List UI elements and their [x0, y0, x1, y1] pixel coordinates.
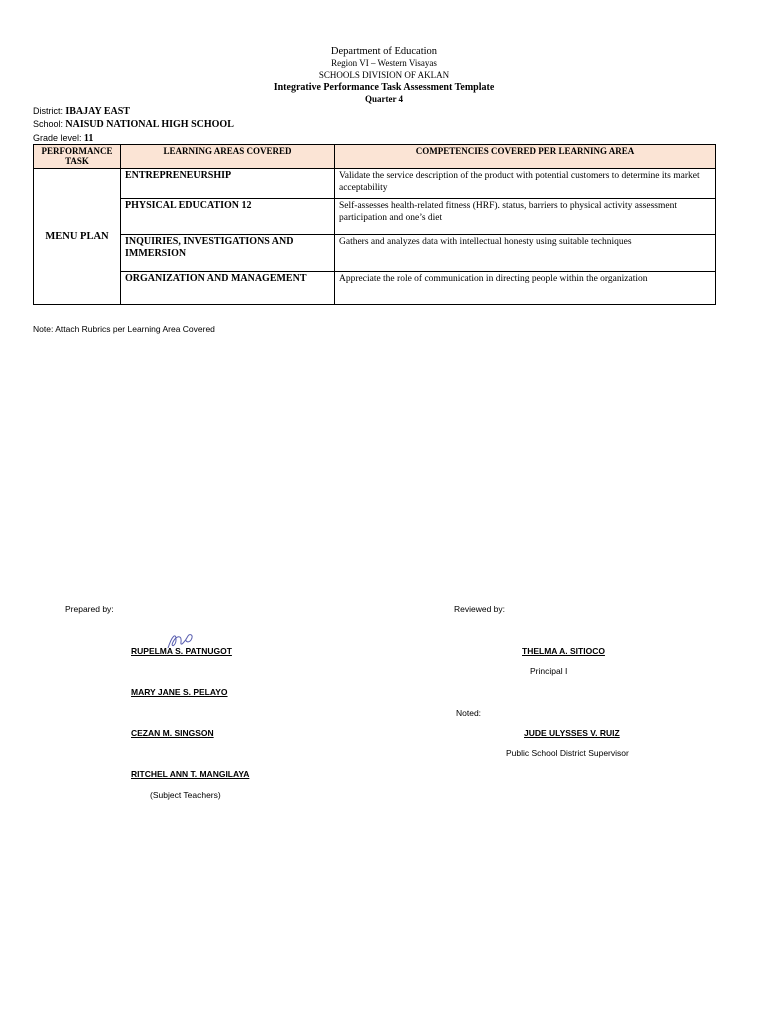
- learning-area-cell: ORGANIZATION AND MANAGEMENT: [121, 272, 335, 305]
- district-line: [33, 105, 130, 118]
- school-value: NAISUD NATIONAL HIGH SCHOOL: [65, 119, 234, 130]
- grade-value: 11: [83, 133, 94, 144]
- learning-area-cell: INQUIRIES, INVESTIGATIONS AND IMMERSION: [121, 235, 335, 272]
- reviewer-name: THELMA A. SITIOCO: [522, 646, 605, 656]
- competency-cell: Appreciate the role of communication in directing people within the organization: [335, 272, 716, 305]
- prepared-name-2: MARY JANE S. PELAYO: [131, 687, 228, 697]
- reviewer-role: Principal I: [530, 666, 568, 676]
- performance-task-cell: MENU PLAN: [34, 169, 121, 305]
- document-quarter: Quarter 4: [364, 94, 404, 104]
- table-row: [34, 235, 716, 272]
- header-competencies: COMPETENCIES COVERED PER LEARNING AREA: [335, 145, 716, 169]
- school-line: [33, 118, 234, 131]
- prepared-name-4: RITCHEL ANN T. MANGILAYA: [131, 769, 250, 779]
- competency-cell: Gathers and analyzes data with intellectual honesty using suitable techniques: [335, 235, 716, 272]
- header-learning-areas: LEARNING AREAS COVERED: [121, 145, 335, 169]
- prepared-by-label: Prepared by:: [65, 604, 114, 614]
- competency-cell: Self-assesses health-related fitness (HRF). status, barriers to physical activity assessment participation and one’s diet: [335, 199, 716, 235]
- prepared-name-3: CEZAN M. SINGSON: [131, 728, 214, 738]
- noted-role: Public School District Supervisor: [506, 748, 629, 758]
- header-performance-task: PERFORMANCE TASK: [34, 145, 121, 169]
- header-department: Department of Education: [330, 46, 438, 57]
- learning-area-cell: ENTREPRENEURSHIP: [121, 169, 335, 199]
- table-row: [34, 272, 716, 305]
- reviewed-by-label: Reviewed by:: [454, 604, 506, 614]
- school-label: School:: [33, 119, 64, 129]
- district-label: District:: [33, 106, 63, 116]
- noted-label: Noted:: [456, 708, 482, 718]
- district-value: IBAJAY EAST: [65, 106, 130, 117]
- grade-label: Grade level:: [33, 133, 82, 143]
- header-division: SCHOOLS DIVISION OF AKLAN: [318, 70, 450, 80]
- table-row: [34, 199, 716, 235]
- rubrics-note: Note: Attach Rubrics per Learning Area Covered: [33, 324, 215, 334]
- learning-area-cell: PHYSICAL EDUCATION 12: [121, 199, 335, 235]
- competency-cell: Validate the service description of the product with potential customers to determine its market acceptability: [335, 169, 716, 199]
- table-row: [34, 169, 716, 199]
- noted-name: JUDE ULYSSES V. RUIZ: [524, 728, 620, 738]
- assessment-table: [33, 144, 716, 305]
- header-region: Region VI – Western Visayas: [331, 58, 437, 68]
- prepared-name-1: RUPELMA S. PATNUGOT: [131, 646, 232, 656]
- document-title: Integrative Performance Task Assessment Template: [273, 82, 495, 93]
- prepared-role: (Subject Teachers): [150, 790, 221, 800]
- table-header-row: [34, 145, 716, 169]
